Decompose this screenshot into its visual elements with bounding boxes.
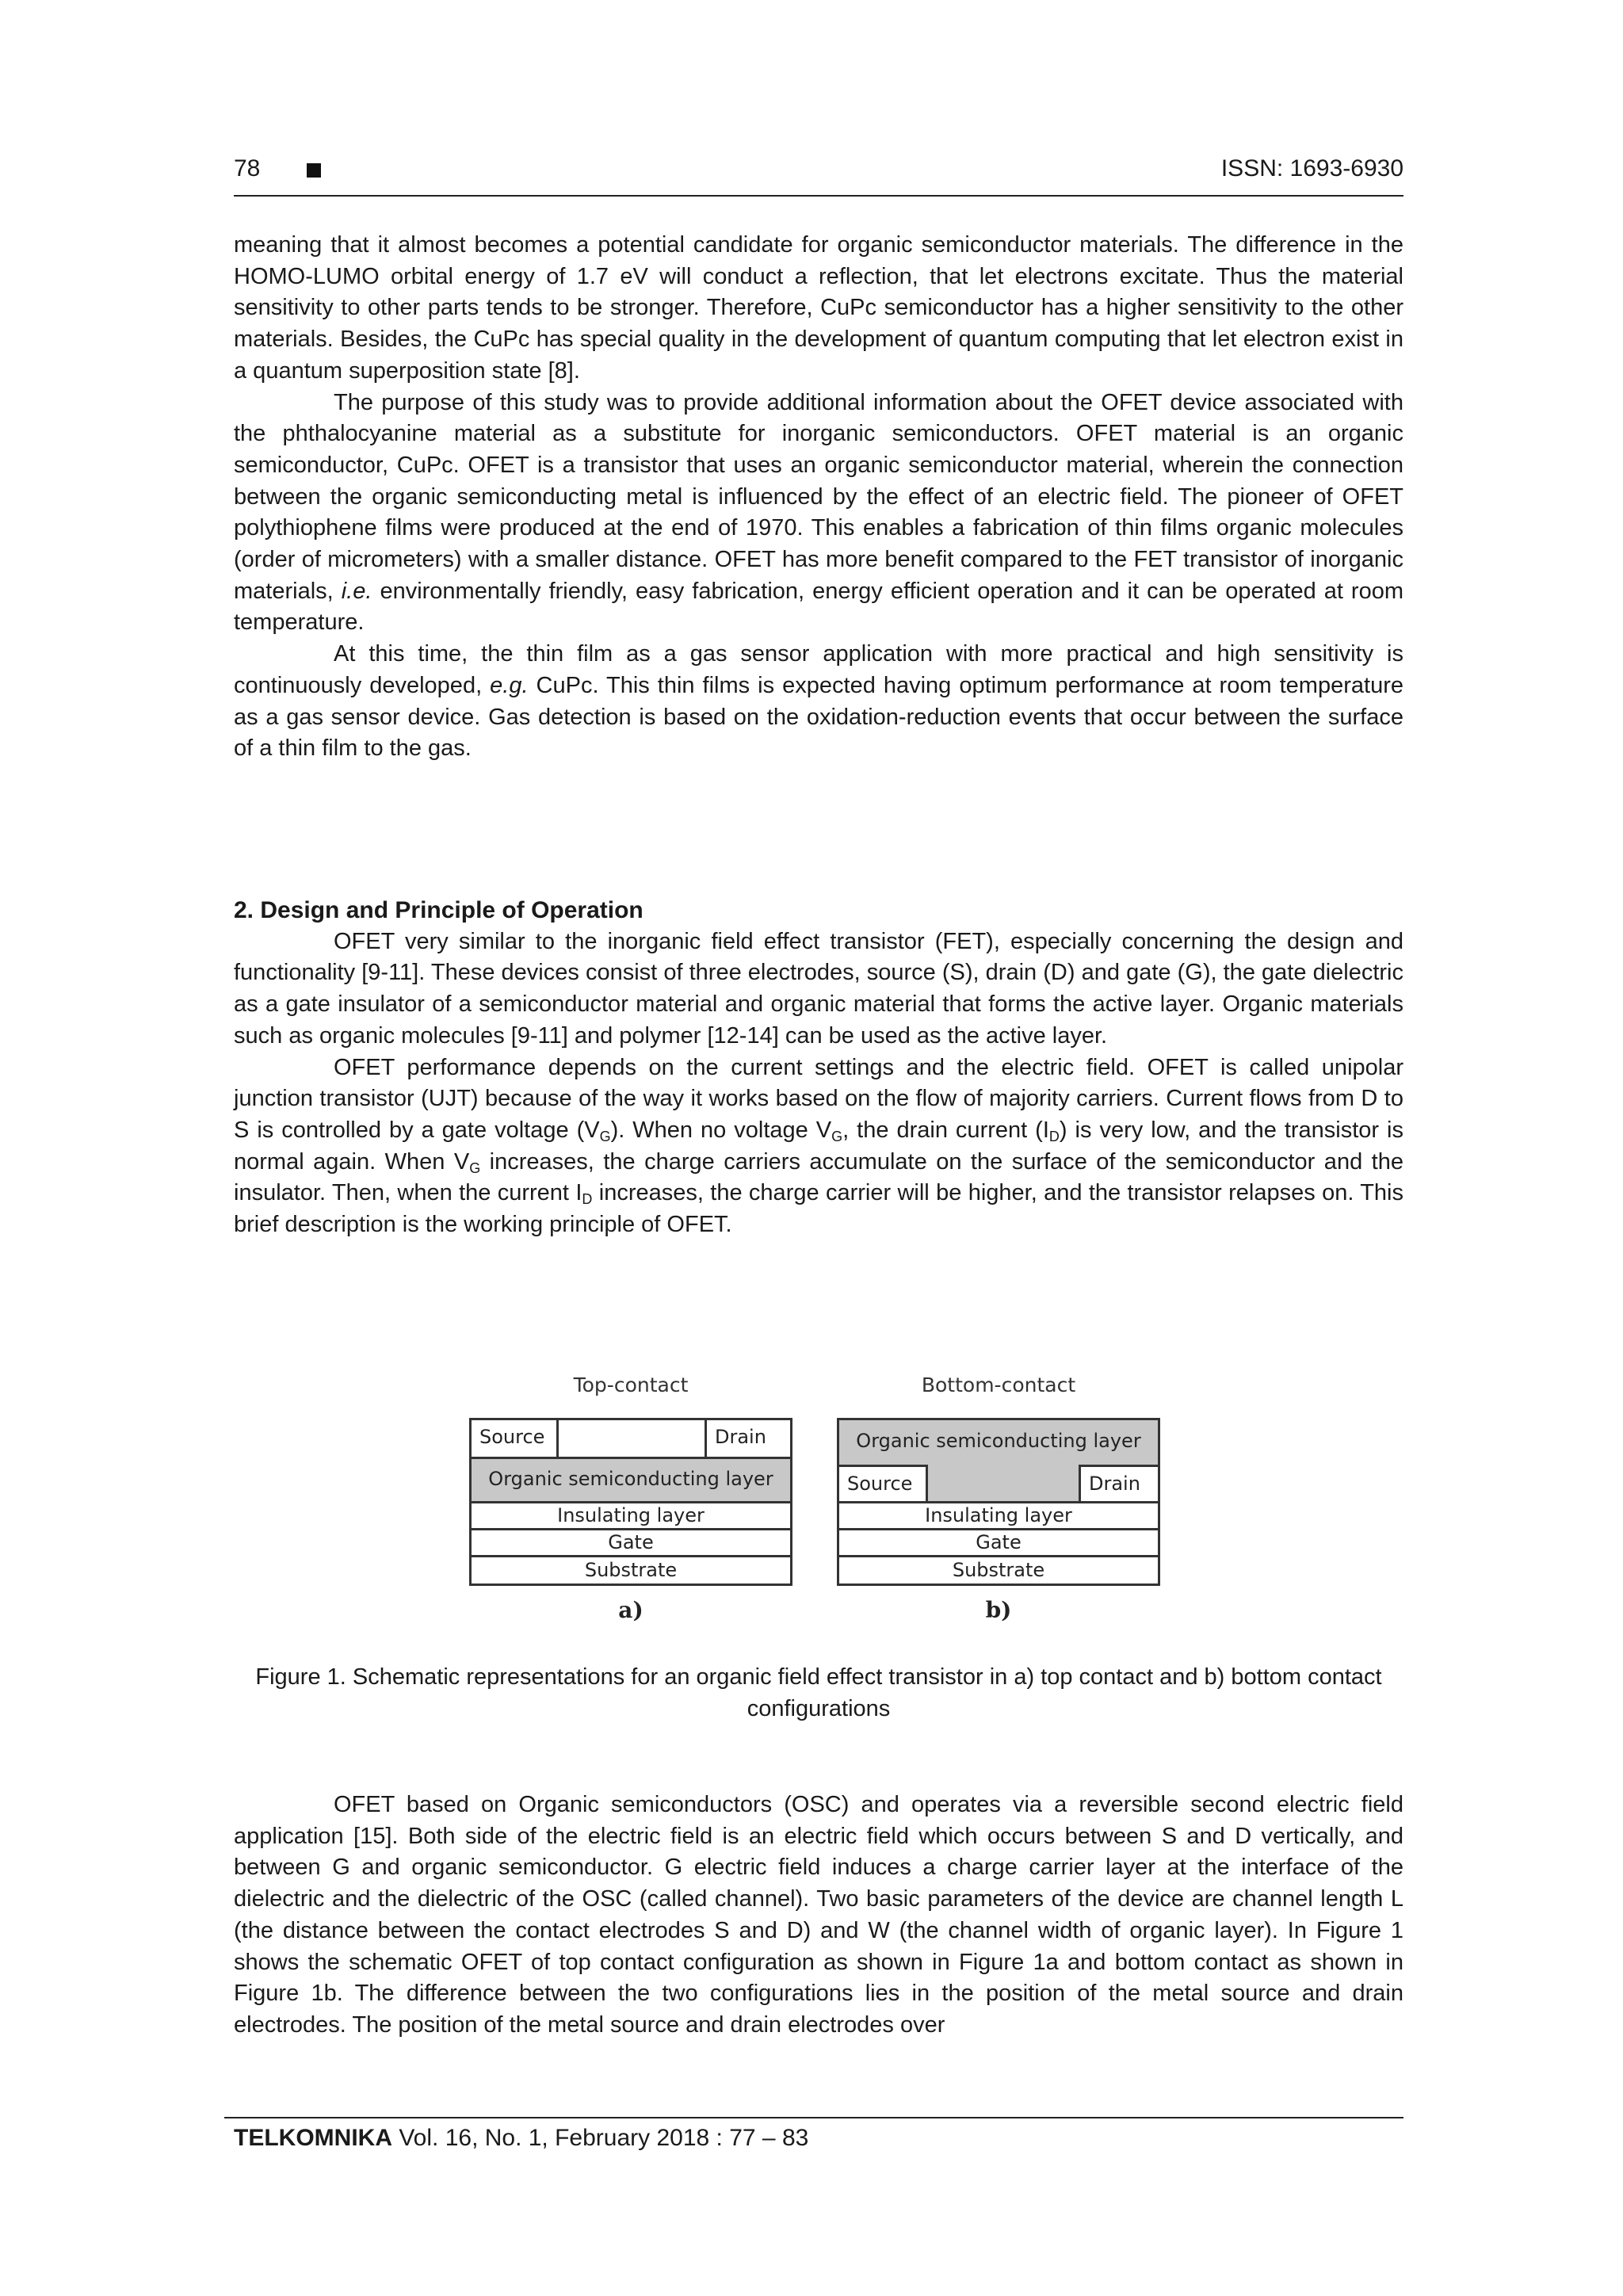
layer-stack <box>469 1418 792 1586</box>
insulating-layer: Insulating layer <box>839 1501 1158 1528</box>
panel-label: a) <box>618 1597 643 1623</box>
source-electrode: Source <box>839 1465 928 1501</box>
header-rule <box>234 195 1403 197</box>
figure-caption: Figure 1. Schematic representations for an organic field effect transistor in a) top contact and b) bottom contact configurations <box>255 1664 1382 1721</box>
figure-panel-top-contact <box>468 1367 794 1637</box>
substrate-layer: Substrate <box>472 1555 790 1584</box>
journal-name: TELKOMNIKA <box>234 2125 392 2151</box>
body-text-2 <box>234 1790 1403 2042</box>
section-paragraph-1: OFET very similar to the inorganic field effect transistor (FET), especially concerning the design and functionality [9-11]. These devices consist of three electrodes, source (S), drain (D) and gate (G), the gate dielectric as a gate insulator of a semiconductor material and organic material that forms the active layer. Organic materials such as organic molecules [9-11] and polymer [12-14] can be used as the active layer. <box>234 928 1403 1049</box>
intro-text <box>234 230 1403 765</box>
insulating-layer: Insulating layer <box>472 1501 790 1528</box>
layer-stack <box>837 1418 1160 1586</box>
source-electrode: Source <box>472 1420 559 1457</box>
square-bullet-icon <box>307 163 321 178</box>
gate-layer: Gate <box>472 1528 790 1555</box>
citation: Vol. 16, No. 1, February 2018 : 77 – 83 <box>391 2125 809 2151</box>
drain-electrode: Drain <box>1079 1465 1158 1501</box>
body-paragraph: OFET based on Organic semiconductors (OSC) and operates via a reversible second electric field application [15]. Both side of the electric field is an electric field which occurs between S and D vertically, and between G and organic semiconductor. G electric field induces a charge carrier layer at the interface of the dielectric and the dielectric of the OSC (called channel). Two basic parameters of the device are channel length L (the distance between the contact electrodes S and D) and W (the channel width of organic layer). In Figure 1 shows the schematic OFET of top contact configuration as shown in Figure 1a and bottom contact as shown in Figure 1b. The difference between the two configurations lies in the position of the metal source and drain electrodes. The position of the metal source and drain electrodes over <box>234 1792 1403 2038</box>
channel-region <box>928 1465 1079 1501</box>
page-number: 78 <box>234 155 261 181</box>
intro-paragraph-2: The purpose of this study was to provide additional information about the OFET device associated with the phthalocyanine material as a substitute for inorganic semiconductors. OFET material is an organic semiconductor, CuPc. OFET is a transistor that uses an organic semiconductor material, wherein the connection between the organic semiconducting metal is influenced by the effect of an electric field. The pioneer of OFET polythiophene films were produced at the end of 1970. This enables a fabrication of thin films organic molecules (order of micrometers) with a smaller distance. OFET has more benefit compared to the FET transistor of inorganic materials, i.e. environmentally friendly, easy fabrication, energy efficient operation and it can be operated at room temperature. <box>234 389 1404 636</box>
organic-semiconducting-layer: Organic semiconducting layer <box>839 1420 1158 1465</box>
section-2 <box>234 895 1403 1241</box>
figure-1 <box>468 1367 1165 1637</box>
issn: ISSN: 1693-6930 <box>1220 155 1403 181</box>
substrate-layer: Substrate <box>839 1555 1158 1584</box>
running-footer <box>234 2125 808 2152</box>
gate-layer: Gate <box>839 1528 1158 1555</box>
panel-title: Top-contact <box>573 1373 689 1396</box>
footer-rule <box>224 2117 1403 2118</box>
section-paragraph-2: OFET performance depends on the current settings and the electric field. OFET is called unipolar junction transistor (UJT) because of the way it works based on the flow of majority carriers. Current flows from D to S is controlled by a gate voltage $(V_G)$. When no voltage $V_G$, the drain current $(I_D)$ is very low, and the transistor is normal again. When $V_G$ increases, the charge carriers accumulate on the surface of the semiconductor and the insulator. Then, when the current $I_D$ increases, the charge carrier will be higher, and the transistor relapses on. This brief description is the working principle of OFET. <box>234 1054 1403 1238</box>
intro-paragraph-1: meaning that it almost becomes a potential candidate for organic semiconductor materials. The difference in the HOMO-LUMO orbital energy of 1.7 eV will conduct a reflection, that let electrons excitate. Thus the material sensitivity to other parts tends to be stronger. Therefore, CuPc semiconductor has a higher sensitivity to the other materials. Besides, the CuPc has special quality in the development of quantum computing that let electron exist in a quantum superposition state [8]. <box>234 232 1403 384</box>
running-header <box>234 155 1403 187</box>
intro-paragraph-3: At this time, the thin film as a gas sensor application with more practical and high sensitivity is continuously developed, e.g. CuPc. This thin films is expected having optimum performance at room temperature as a gas sensor device. Gas detection is based on the oxidation-reduction events that occur between the surface of a thin film to the gas. <box>234 641 1403 762</box>
drain-electrode: Drain <box>705 1420 790 1457</box>
panel-title: Bottom-contact <box>921 1373 1076 1396</box>
organic-semiconducting-layer: Organic semiconducting layer <box>472 1457 790 1501</box>
figure-panel-bottom-contact <box>835 1367 1162 1637</box>
section-heading: 2. Design and Principle of Operation <box>234 897 643 923</box>
panel-label: b) <box>985 1597 1012 1623</box>
